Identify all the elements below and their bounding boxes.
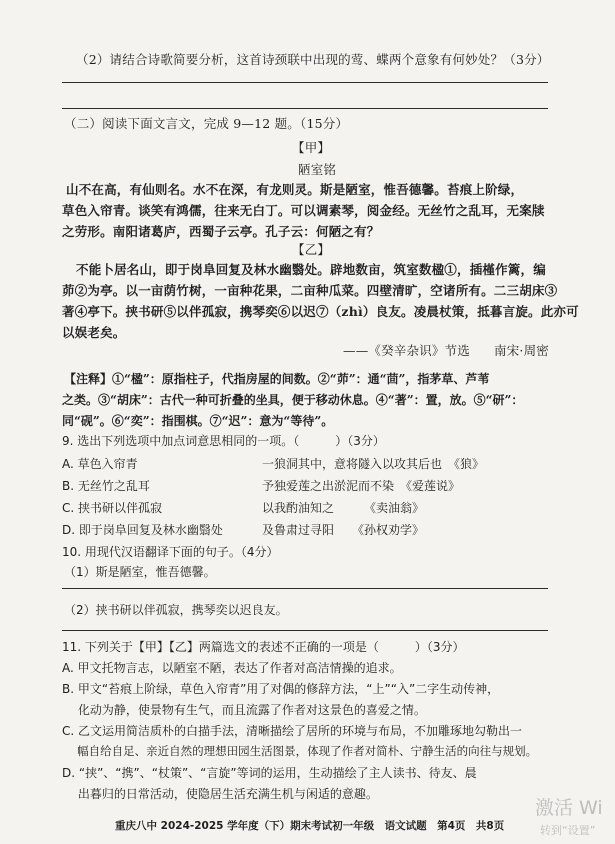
q9-option-c-right: 以我酌油知之 《卖油翁》 (262, 501, 425, 515)
section-header: （二）阅读下面文言文，完成 9—12 题。（15分） (64, 116, 349, 131)
yi-line: 不能卜居名山，即于岗阜回复及林水幽翳处。辟地数亩，筑室数楹①，插槿作篱，编 (76, 262, 546, 277)
answer-line (62, 588, 548, 589)
question-8-2: （2）请结合诗歌简要分析，这首诗颈联中出现的莺、蝶两个意象有何妙处？（3分） (76, 52, 550, 67)
yi-line: 茆②为亭。以一亩荫竹树，一亩种花果，二亩种瓜菜。四壁清旷，空诸所有。二三胡床③ (62, 283, 558, 298)
jia-line: 之劳形。南阳诸葛庐，西蜀子云亭。孔子云：何陋之有？ (62, 224, 380, 239)
page-footer: 重庆八中 2024-2025 学年度（下）期末考试初一年级 语文试题 第4页 共8页 (115, 820, 505, 832)
notes-line: 同“砚”。⑥“奕”：指围棋。⑦“迟”：意为“等待”。 (62, 414, 334, 428)
yi-line: 以娱老矣。 (62, 325, 126, 340)
yi-label: 【乙】 (292, 242, 331, 257)
q9-option-d-right: 及鲁肃过寻阳 《孙权劝学》 (262, 523, 425, 537)
activation-watermark: 激活 Wi (535, 797, 603, 819)
q9-option-a-right: 一狼洞其中，意将隧入以攻其后也 《狼》 (262, 457, 485, 471)
q11-line: D. “挟”、“携”、“杖策”、“言旋”等词的运用，生动描绘了主人读书、待友、晨 (62, 766, 477, 780)
q11-line: B. 甲文“苔痕上阶绿，草色入帘青”用了对偶的修辞方法，“上”“入”二字生动传神， (62, 682, 500, 696)
jia-line: 山不在高，有仙则名。水不在深，有龙则灵。斯是陋室，惟吾德馨。苔痕上阶绿， (66, 182, 524, 197)
question-10-stem: 10. 用现代汉语翻译下面的句子。（4分） (62, 545, 279, 559)
q9-option-a-left: A. 草色入帘青 (62, 457, 138, 471)
q9-option-d-left: D. 即于岗阜回复及林水幽翳处 (62, 523, 223, 537)
q9-option-b-left: B. 无丝竹之乱耳 (62, 479, 150, 493)
q11-line: C. 乙文运用简洁质朴的白描手法，清晰描绘了居所的环境与布局，不加雕琢地勾勒出一 (62, 724, 523, 738)
notes-line: 【注释】①“楹”：原指柱子，代指房屋的间数。②“茆”：通“茴”，指茅草、芦苇 (64, 372, 490, 386)
q11-line: 化动为静，使景物有生气，而且流露了作者对这景色的喜爱之情。 (62, 703, 426, 717)
q11-line: A. 甲文托物言志，以陋室不陋，表达了作者对高洁情操的追求。 (62, 661, 402, 675)
jia-line: 草色入帘青。谈笑有鸿儒，往来无白丁。可以调素琴，阅金经。无丝竹之乱耳，无案牍 (62, 203, 545, 218)
jia-title: 陋室铭 (298, 162, 337, 177)
q9-option-b-right: 予独爱莲之出淤泥而不染 《爱莲说》 (262, 479, 461, 493)
q9-option-c-left: C. 挟书研以伴孤寂 (62, 501, 163, 515)
notes-line: 之类。③“胡床”：古代一种可折叠的坐具，便于移动休息。④“著”：置，放。⑤“研”： (62, 393, 524, 407)
q10-sentence-1: （1）斯是陋室，惟吾德馨。 (64, 565, 216, 579)
question-11-stem: 11. 下列关于【甲】【乙】两篇选文的表述不正确的一项是（ ）（3分） (62, 640, 465, 654)
yi-line: 著④亭下。挟书研⑤以伴孤寂，携琴奕⑥以迟⑦（zhì）良友。凌晨杖策，抵暮言旋。此亦可 (62, 304, 579, 319)
q11-line: 幅自给自足、亲近自然的理想田园生活图景，体现了作者对简朴、宁静生活的向往与规划。 (62, 744, 538, 758)
yi-source: ——《癸辛杂识》节选 (343, 343, 471, 358)
activation-watermark-sub: 转到“设置” (540, 824, 596, 837)
answer-line (62, 108, 548, 109)
answer-line (62, 630, 548, 631)
q10-sentence-2: （2）挟书研以伴孤寂，携琴奕以迟良友。 (64, 603, 288, 617)
yi-author: 南宋·周密 (494, 343, 549, 358)
jia-label: 【甲】 (292, 140, 331, 155)
answer-line (62, 82, 548, 83)
q11-line: 出暮归的日常活动，使隐居生活充满生机与闲适的意趣。 (62, 787, 378, 801)
question-9-stem: 9. 选出下列选项中加点词意思相同的一项。（ ）（3分） (62, 434, 385, 448)
